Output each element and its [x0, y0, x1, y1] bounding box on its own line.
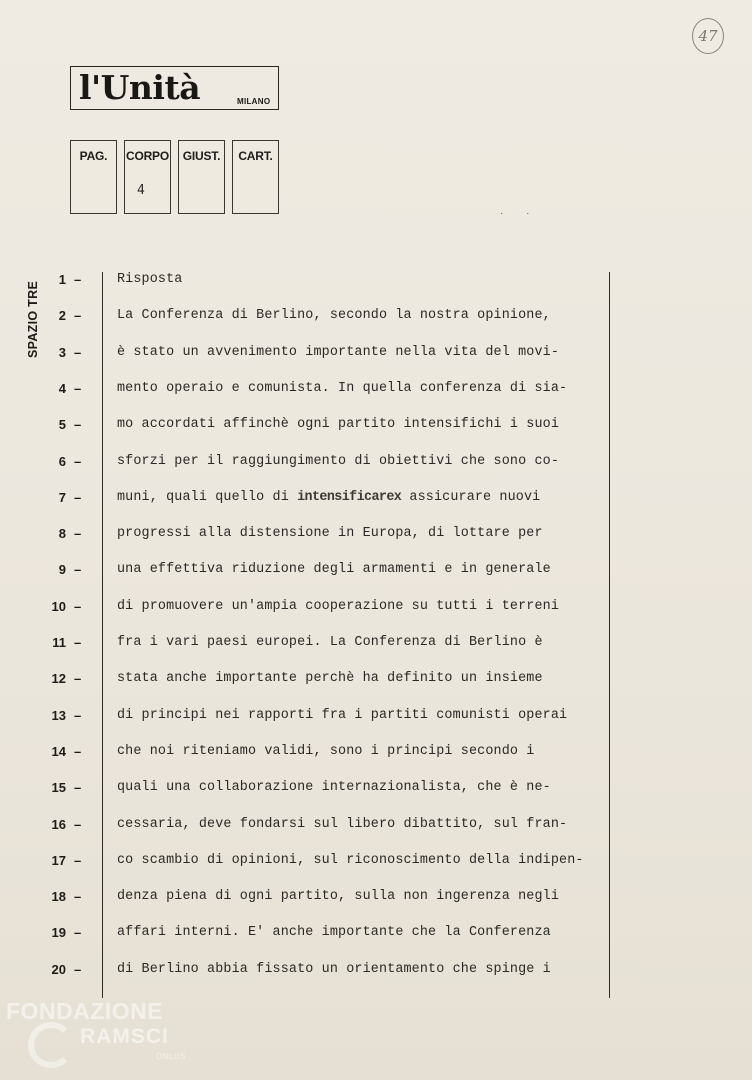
box-label: CART.	[238, 149, 273, 163]
text-line	[117, 490, 540, 505]
text-line: Risposta	[117, 272, 183, 287]
text-line: denza piena di ogni partito, sulla non ingerenza negli	[117, 889, 560, 905]
text-line: che noi riteniamo validi, sono i principi secondo i	[117, 743, 535, 759]
line-number-dash: –	[74, 598, 82, 614]
line-number-value: 20	[51, 961, 66, 977]
text-line: fra i vari paesi europei. La Conferenza di Berlino è	[117, 635, 543, 650]
line-number	[40, 490, 94, 505]
line-number	[40, 345, 94, 360]
text-line: La Conferenza di Berlino, secondo la nostra opinione,	[117, 308, 551, 324]
line-number-value: 19	[51, 925, 66, 941]
line-number-dash: –	[74, 961, 82, 977]
line-number-value: 2	[58, 308, 66, 324]
line-number	[40, 708, 94, 723]
handwritten-page-number: 47	[692, 18, 724, 54]
side-label-spazio-tre: SPAZIO TRE	[26, 280, 40, 358]
text-segment: muni, quali quello di	[117, 489, 298, 505]
line-number-value: 8	[58, 526, 66, 542]
text-line: di Berlino abbia fissato un orientamento che spinge i	[117, 961, 551, 977]
line-number-dash: –	[74, 489, 82, 505]
text-line: cessaria, deve fondarsi sul libero dibattito, sul fran-	[117, 816, 568, 832]
line-number-value: 4	[58, 380, 66, 396]
line-number-dash: –	[74, 344, 82, 360]
right-margin-rule	[609, 272, 610, 998]
line-number	[40, 780, 94, 795]
text-line: mento operaio e comunista. In quella conferenza di sia-	[117, 380, 568, 396]
line-number	[40, 599, 94, 614]
line-number-dash: –	[74, 308, 82, 324]
line-number-dash: –	[74, 635, 82, 650]
line-number	[40, 308, 94, 323]
text-line: di promuovere un'ampia cooperazione su tutti i terreni	[117, 598, 560, 614]
line-number-value: 9	[58, 562, 66, 578]
line-number-value: 15	[51, 780, 66, 796]
line-number-dash: –	[74, 417, 82, 433]
line-number-value: 13	[51, 707, 66, 723]
text-line: è stato un avvenimento importante nella vita del movi-	[117, 344, 560, 360]
newspaper-masthead	[70, 66, 279, 110]
text-line: di principi nei rapporti fra i partiti comunisti operai	[117, 707, 568, 723]
box-value: 4	[137, 183, 145, 198]
text-line: quali una collaborazione internazionalista, che è ne-	[117, 780, 551, 796]
line-number	[40, 671, 94, 686]
line-number-dash: –	[74, 925, 82, 941]
line-number	[40, 381, 94, 396]
masthead-city: MILANO	[237, 97, 271, 106]
text-line: mo accordati affinchè ogni partito intensifichi i suoi	[117, 417, 560, 433]
line-number-value: 11	[52, 635, 66, 650]
line-number	[40, 272, 94, 287]
watermark-line2: RAMSCI	[80, 1025, 169, 1048]
box-corpo	[124, 140, 171, 214]
box-label: GIUST.	[182, 149, 221, 163]
text-line: affari interni. E' anche importante che la Conferenza	[117, 925, 551, 941]
line-number-dash: –	[74, 380, 82, 396]
line-number	[40, 889, 94, 904]
box-giust	[178, 140, 225, 214]
line-number	[40, 853, 94, 868]
line-number-dash: –	[74, 562, 82, 578]
box-label: PAG.	[79, 149, 108, 163]
line-number-value: 18	[51, 889, 66, 905]
text-line: una effettiva riduzione degli armamenti e in generale	[117, 562, 551, 578]
watermark-g-icon	[28, 1022, 74, 1068]
line-number	[40, 962, 94, 977]
line-number-dash: –	[74, 743, 82, 759]
line-number	[40, 417, 94, 432]
line-number	[40, 526, 94, 541]
line-number-dash: –	[74, 852, 82, 868]
watermark-line3: ONLUS	[156, 1052, 187, 1061]
line-number-dash: –	[74, 272, 82, 287]
fondazione-gramsci-watermark	[6, 998, 196, 1078]
line-number-value: 7	[58, 489, 66, 505]
line-number-value: 10	[51, 598, 66, 614]
stray-marks: · ·	[500, 208, 540, 219]
text-line: co scambio di opinioni, sul riconoscimento della indipen-	[117, 852, 584, 868]
line-number	[40, 817, 94, 832]
line-number-dash: –	[74, 816, 82, 832]
line-number-dash: –	[74, 671, 82, 687]
line-number-value: 1	[58, 272, 66, 287]
line-number-value: 3	[58, 344, 66, 360]
text-line: progressi alla distensione in Europa, di lottare per	[117, 526, 543, 542]
line-number	[40, 635, 94, 650]
line-number-dash: –	[74, 453, 82, 469]
line-number-dash: –	[74, 889, 82, 905]
struck-word: intensificarex	[297, 489, 402, 505]
text-line: stata anche importante perchè ha definito un insieme	[117, 671, 543, 687]
box-label: CORPO	[125, 149, 169, 163]
line-number	[40, 562, 94, 577]
line-number-value: 6	[58, 453, 66, 469]
line-number-dash: –	[74, 707, 82, 723]
line-number	[40, 454, 94, 469]
line-number-value: 17	[51, 852, 66, 868]
line-number-value: 5	[58, 417, 66, 433]
left-margin-rule	[102, 272, 103, 998]
line-number-value: 12	[51, 671, 66, 687]
box-cart	[232, 140, 279, 214]
box-pag	[70, 140, 117, 214]
line-number-value: 14	[51, 743, 66, 759]
line-number	[40, 744, 94, 759]
watermark-line1: FONDAZIONE	[6, 998, 164, 1024]
text-segment: assicurare nuovi	[401, 489, 541, 505]
line-number	[40, 925, 94, 940]
line-number-dash: –	[74, 526, 82, 542]
text-line: sforzi per il raggiungimento di obiettivi che sono co-	[117, 453, 560, 469]
line-number-value: 16	[51, 816, 66, 832]
newspaper-logo: l'Unità	[79, 68, 201, 107]
line-number-dash: –	[74, 780, 82, 796]
